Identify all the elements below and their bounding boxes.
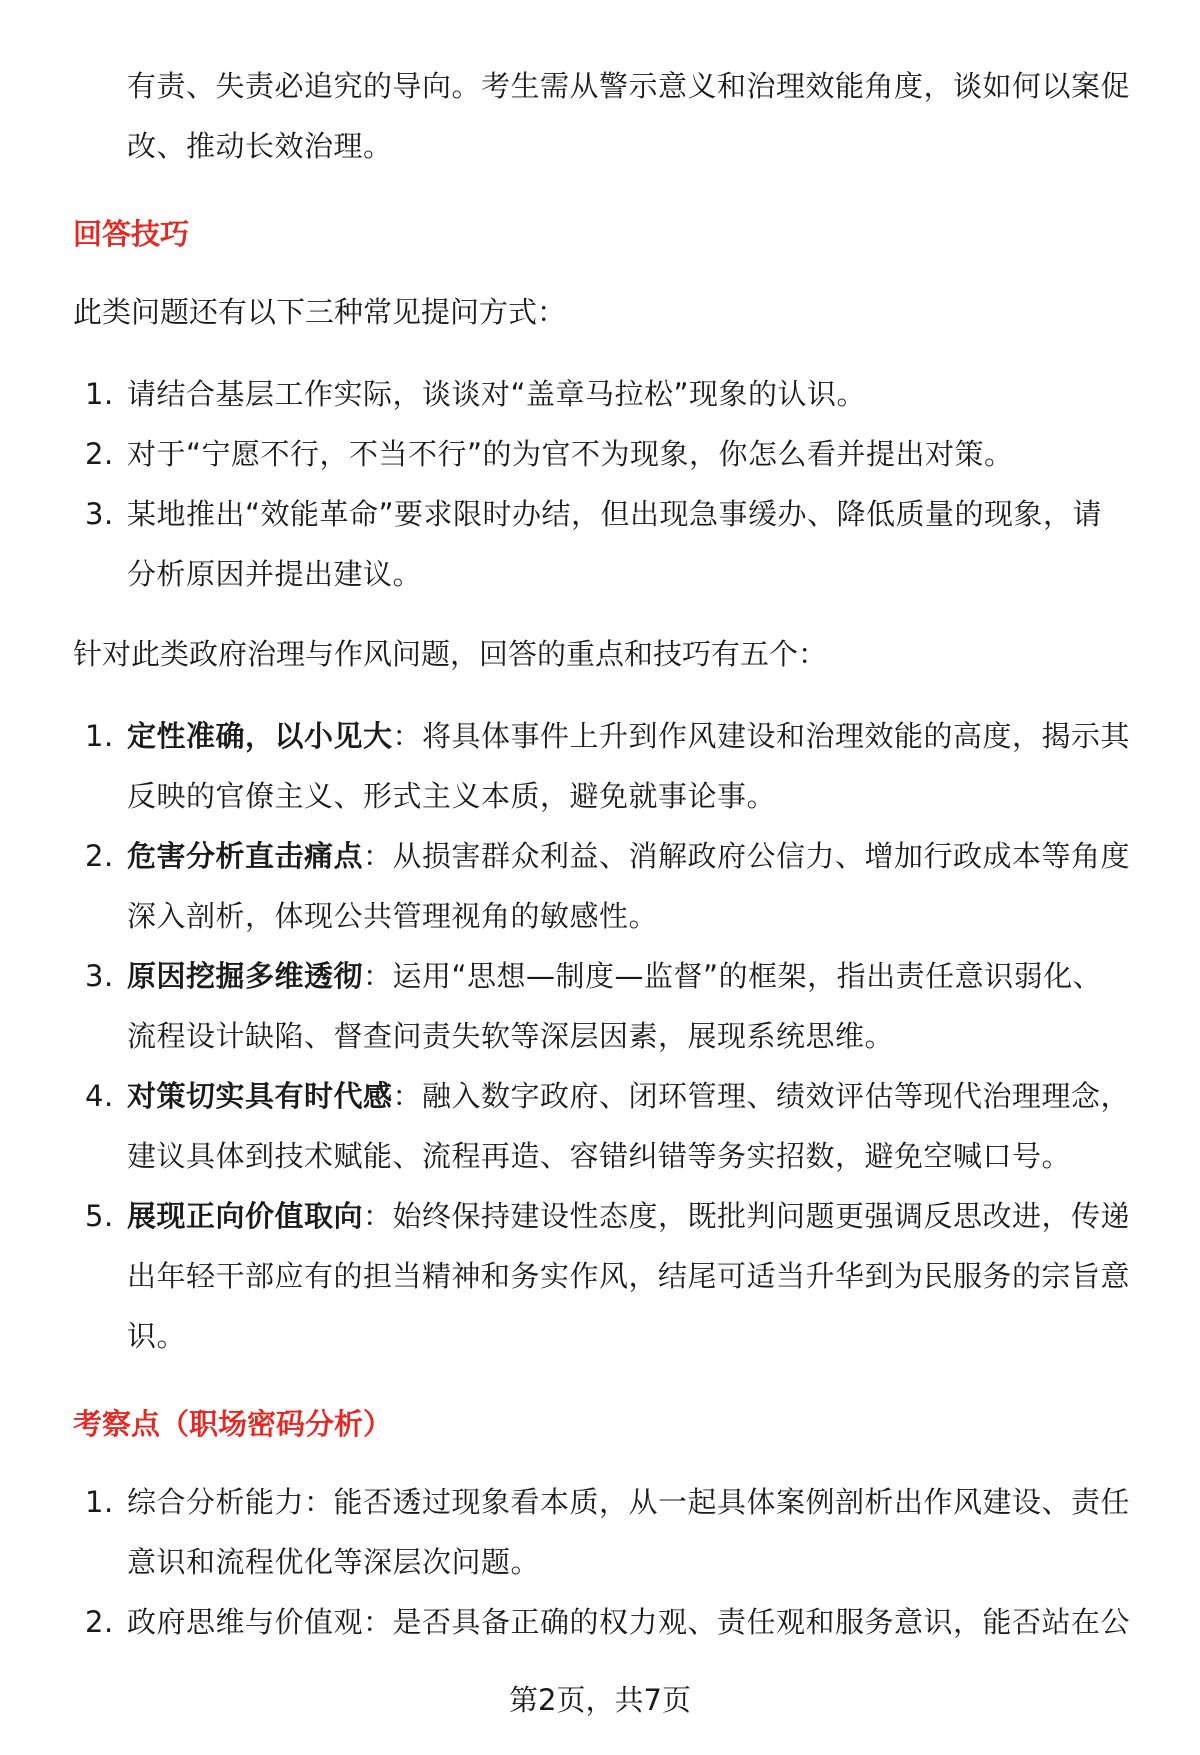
point-text: ：运用“思想—制度—监督”的框架，指出责任意识弱化、	[363, 959, 1103, 993]
list-number: 2.	[85, 1605, 114, 1639]
list-text-cont: 意识和流程优化等深层次问题。	[127, 1545, 541, 1579]
list-number: 2.	[85, 437, 114, 471]
point-keyword: 原因挖掘多维透彻	[127, 959, 364, 993]
list-item	[73, 1472, 1143, 1592]
list-number: 4.	[85, 1079, 114, 1113]
point-keyword: 定性准确，以小见大	[127, 719, 393, 753]
list-text-cont: 分析原因并提出建议。	[127, 557, 423, 591]
page-content	[73, 56, 1143, 1672]
section-heading-exam: 考察点（职场密码分析）	[73, 1407, 393, 1441]
point-text-cont: 反映的官僚主义、形式主义本质，避免就事论事。	[127, 779, 777, 813]
tips-intro: 此类问题还有以下三种常见提问方式：	[73, 295, 567, 329]
list-number: 3.	[85, 959, 114, 993]
point-text: ：始终保持建设性态度，既批判问题更强调反思改进，传递	[363, 1199, 1131, 1233]
list-item	[73, 826, 1143, 946]
section-heading-tips: 回答技巧	[73, 217, 190, 251]
list-text: 某地推出“效能革命”要求限时办结，但出现急事缓办、降低质量的现象，请	[127, 497, 1103, 531]
list-item	[73, 946, 1143, 1066]
list-text: 请结合基层工作实际，谈谈对“盖章马拉松”现象的认识。	[127, 377, 867, 411]
list-text: 综合分析能力：能否透过现象看本质，从一起具体案例剖析出作风建设、责任	[127, 1485, 1131, 1519]
point-text-cont: 深入剖析，体现公共管理视角的敏感性。	[127, 899, 659, 933]
list-item	[73, 1186, 1143, 1366]
point-text-cont: 出年轻干部应有的担当精神和务实作风，结尾可适当升华到为民服务的宗旨意	[127, 1259, 1131, 1293]
list-number: 5.	[85, 1199, 114, 1233]
list-item	[73, 424, 1143, 484]
list-item	[73, 364, 1143, 424]
list-text: 政府思维与价值观：是否具备正确的权力观、责任观和服务意识，能否站在公	[127, 1605, 1131, 1639]
point-text: ：将具体事件上升到作风建设和治理效能的高度，揭示其	[392, 719, 1131, 753]
tips-point-list	[73, 706, 1143, 1366]
list-number: 1.	[85, 1485, 114, 1519]
point-keyword: 展现正向价值取向	[127, 1199, 364, 1233]
point-text-cont: 流程设计缺陷、督查问责失软等深层因素，展现系统思维。	[127, 1019, 895, 1053]
list-text: 对于“宁愿不行，不当不行”的为官不为现象，你怎么看并提出对策。	[127, 437, 1014, 471]
list-item	[73, 1066, 1143, 1186]
tips-intro-2: 针对此类政府治理与作风问题，回答的重点和技巧有五个：	[73, 637, 828, 671]
point-text-cont: 建议具体到技术赋能、流程再造、容错纠错等务实招数，避免空喊口号。	[127, 1139, 1072, 1173]
point-keyword: 对策切实具有时代感	[127, 1079, 393, 1113]
list-item	[73, 706, 1143, 826]
exam-point-list	[73, 1472, 1143, 1652]
intro-continuation-line-1: 有责、失责必追究的导向。考生需从警示意义和治理效能角度，谈如何以案促	[127, 69, 1131, 103]
list-number: 3.	[85, 497, 114, 531]
point-text: ：融入数字政府、闭环管理、绩效评估等现代治理理念，	[392, 1079, 1131, 1113]
list-number: 1.	[85, 719, 114, 753]
intro-continuation-line-2: 改、推动长效治理。	[127, 129, 393, 163]
point-text: ：从损害群众利益、消解政府公信力、增加行政成本等角度	[363, 839, 1131, 873]
question-list	[73, 364, 1143, 604]
list-number: 2.	[85, 839, 114, 873]
page-footer: 第2页，共7页	[509, 1683, 691, 1717]
point-text-cont-2: 识。	[127, 1319, 187, 1353]
list-number: 1.	[85, 377, 114, 411]
list-item	[73, 484, 1143, 604]
list-item	[73, 1592, 1143, 1652]
point-keyword: 危害分析直击痛点	[127, 839, 364, 873]
